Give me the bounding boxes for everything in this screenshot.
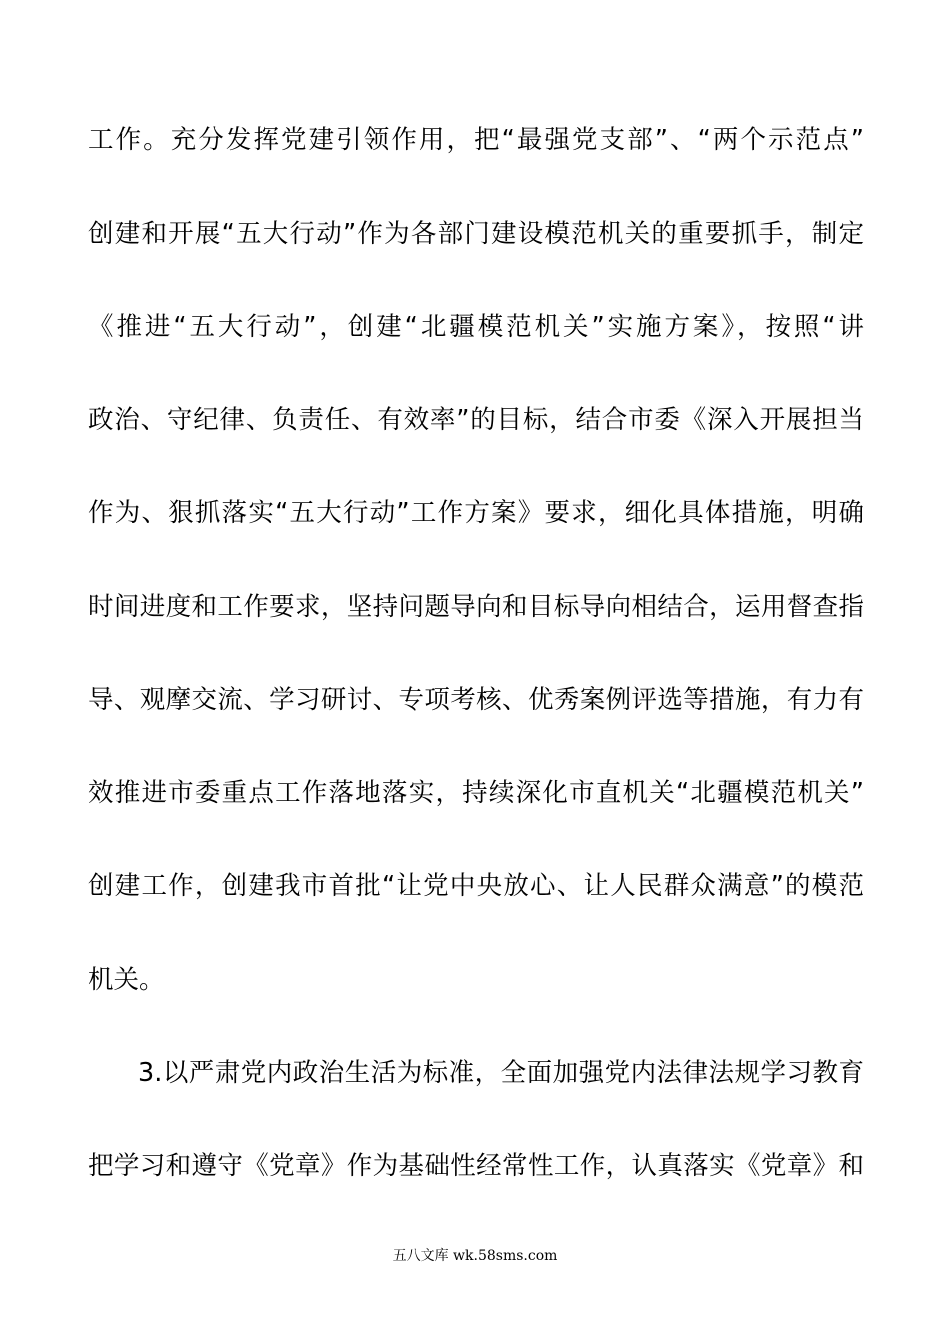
body-text-line: 作为、狠抓落实“五大行动”工作方案》要求，细化具体措施，明确	[88, 498, 864, 528]
section-heading-line: 3.以严肃党内政治生活为标准，全面加强党内法律法规学习教育	[138, 1058, 864, 1088]
body-text-line: 机关。	[88, 965, 165, 995]
body-text-line: 政治、守纪律、负责任、有效率”的目标，结合市委《深入开展担当	[88, 405, 864, 435]
body-text-line: 导、观摩交流、学习研讨、专项考核、优秀案例评选等措施，有力有	[88, 685, 864, 715]
body-text-line: 时间进度和工作要求，坚持问题导向和目标导向相结合，运用督查指	[88, 592, 864, 622]
body-text-line: 创建工作，创建我市首批“让党中央放心、让人民群众满意”的模范	[88, 871, 864, 901]
footer-watermark: 五八文库 wk.58sms.com	[392, 1248, 558, 1264]
body-text-line: 创建和开展“五大行动”作为各部门建设模范机关的重要抓手，制定	[88, 219, 864, 249]
body-text-line: 工作。充分发挥党建引领作用，把“最强党支部”、“两个示范点”	[88, 125, 864, 155]
body-text-line: 效推进市委重点工作落地落实，持续深化市直机关“北疆模范机关”	[88, 778, 864, 808]
body-text-line: 《推进“五大行动”，创建“北疆模范机关”实施方案》，按照“讲	[88, 312, 864, 342]
body-text-line: 把学习和遵守《党章》作为基础性经常性工作，认真落实《党章》和	[88, 1151, 864, 1181]
